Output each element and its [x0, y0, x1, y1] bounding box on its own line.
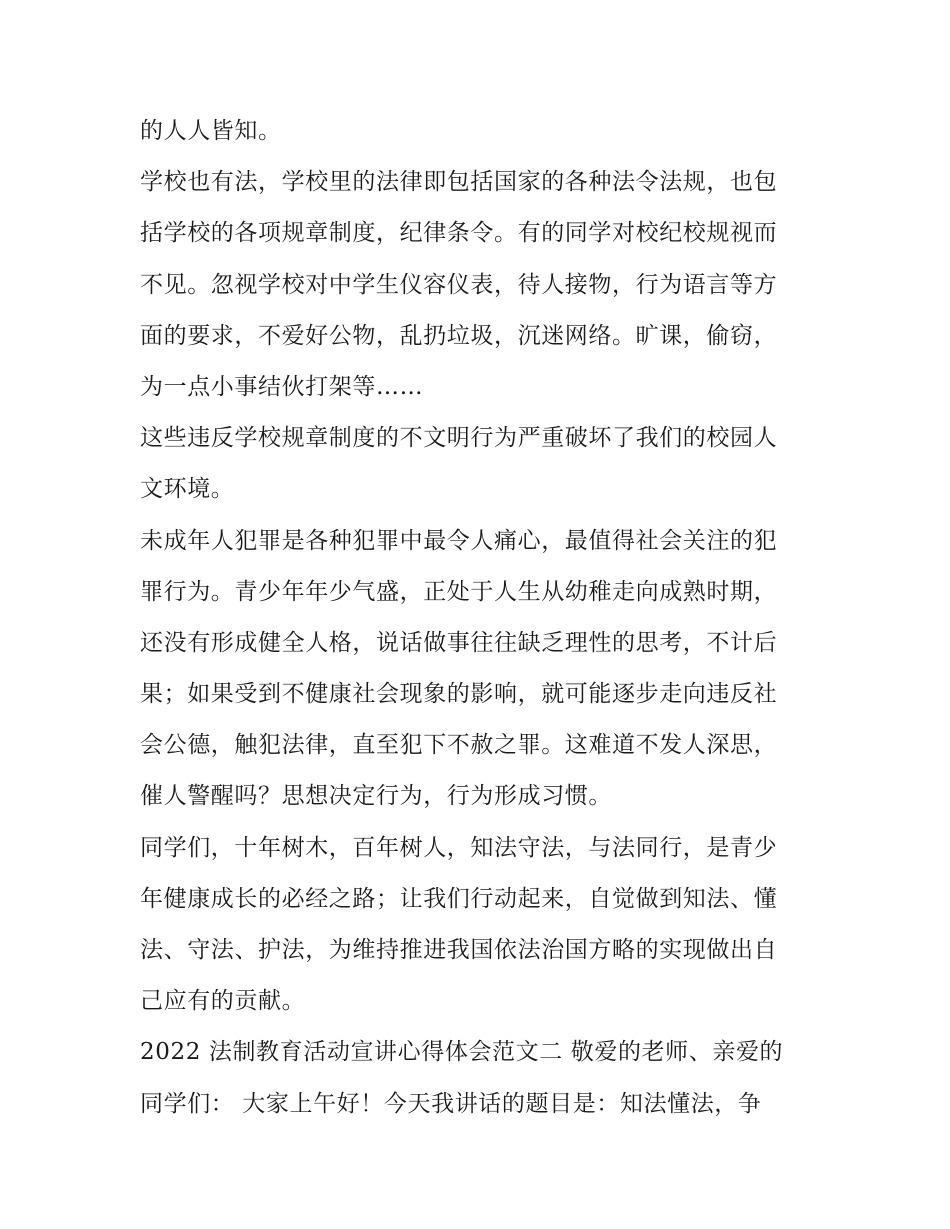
text-line: 法、守法、护法，为维持推进我国依法治国方略的实现做出自	[140, 937, 778, 963]
text-line: 括学校的各项规章制度，纪律条令。有的同学对校纪校规视而	[140, 220, 778, 247]
text-line: 2022 法制教育活动宣讲心得体会范文二 敬爱的老师、亲爱的	[140, 1039, 784, 1066]
text-line: 学校也有法，学校里的法律即包括国家的各种法令法规，也包	[140, 169, 778, 196]
text-line: 不见。忽视学校对中学生仪容仪表，待人接物，行为语言等方	[140, 271, 778, 298]
text-line: 己应有的贡献。	[140, 988, 306, 1015]
text-line: 果；如果受到不健康社会现象的影响，就可能逐步走向违反社	[140, 681, 778, 708]
text-line: 同学们，十年树木，百年树人，知法守法，与法同行，是青少	[140, 834, 778, 861]
text-line: 同学们： 大家上午好！今天我讲话的题目是：知法懂法，争	[140, 1090, 762, 1117]
text-line: 的人人皆知。	[140, 118, 282, 144]
text-line: 催人警醒吗？思想决定行为，行为形成习惯。	[140, 783, 612, 810]
document-body	[140, 106, 820, 1130]
text-line: 未成年人犯罪是各种犯罪中最令人痛心，最值得社会关注的犯	[140, 527, 778, 554]
text-line: 罪行为。青少年年少气盛，正处于人生从幼稚走向成熟时期，	[140, 578, 778, 605]
text-line: 还没有形成健全人格，说话做事往往缺乏理性的思考，不计后	[140, 629, 778, 656]
text-line: 面的要求，不爱好公物，乱扔垃圾，沉迷网络。旷课，偷窃，	[140, 322, 778, 349]
text-line: 这些违反学校规章制度的不文明行为严重破坏了我们的校园人	[140, 425, 778, 452]
text-line: 为一点小事结伙打架等……	[140, 373, 424, 400]
text-line: 会公德，触犯法律，直至犯下不赦之罪。这难道不发人深思，	[140, 732, 778, 759]
text-line: 文环境。	[140, 476, 235, 503]
text-line: 年健康成长的必经之路；让我们行动起来，自觉做到知法、懂	[140, 885, 778, 912]
